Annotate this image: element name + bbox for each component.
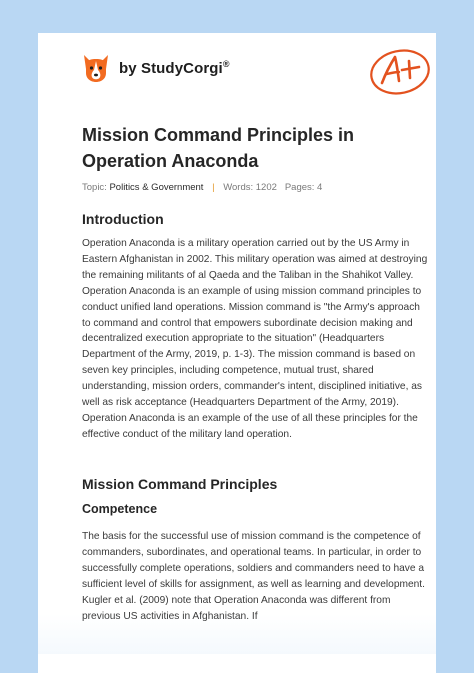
topic-link[interactable]: Politics & Government bbox=[109, 182, 203, 193]
principles-heading: Mission Command Principles bbox=[82, 476, 277, 492]
essay-title: Mission Command Principles in Operation Anaconda bbox=[82, 122, 412, 174]
essay-meta bbox=[82, 182, 322, 193]
words-label: Words: bbox=[223, 182, 253, 193]
competence-paragraph: The basis for the successful use of mission command is the competence of commanders, subordinates, and operational teams. In particular, in order to successfully complete operations, soldiers and commanders need to have a sufficient level of skills for assignment, as well as learning and development. Kugler et al. (2009) note that Operation Anaconda was different from previous US activities in Afghanistan. If bbox=[82, 529, 430, 624]
brand-name: by StudyCorgi® bbox=[119, 59, 230, 77]
competence-heading: Competence bbox=[82, 502, 157, 516]
meta-separator: | bbox=[212, 182, 214, 193]
studycorgi-logo[interactable] bbox=[82, 53, 230, 83]
topic-label: Topic: bbox=[82, 182, 107, 193]
document-page bbox=[38, 33, 436, 673]
pages-count: 4 bbox=[317, 182, 322, 193]
pages-label: Pages: bbox=[285, 182, 315, 193]
words-count: 1202 bbox=[256, 182, 277, 193]
corgi-logo-icon bbox=[82, 53, 110, 83]
introduction-paragraph: Operation Anaconda is a military operation carried out by the US Army in Eastern Afghanistan in 2002. This military operation was aimed at destroying the remaining militants of al Qaeda and the Taliban in the Shahikot Valley. Operation Anaconda is an example of using mission command principles to conduct unified land operations. Mission command is "the Army's approach to command and control that empowers subordinate decision making and decentralized execution appropriate to the situation" (Headquarters Department of the Army, 2019, p. 1-3). The mission command is based on seven key principles, including competence, mutual trust, shared understanding, mission orders, commander's intent, disciplined initiative, as well as risk acceptance (Headquarters Department of the Army, 2019). Operation Anaconda is an example of the use of all these principles for the effective conduct of the military land operation. bbox=[82, 236, 430, 443]
introduction-heading: Introduction bbox=[82, 211, 164, 227]
a-plus-stamp-icon bbox=[368, 45, 436, 97]
